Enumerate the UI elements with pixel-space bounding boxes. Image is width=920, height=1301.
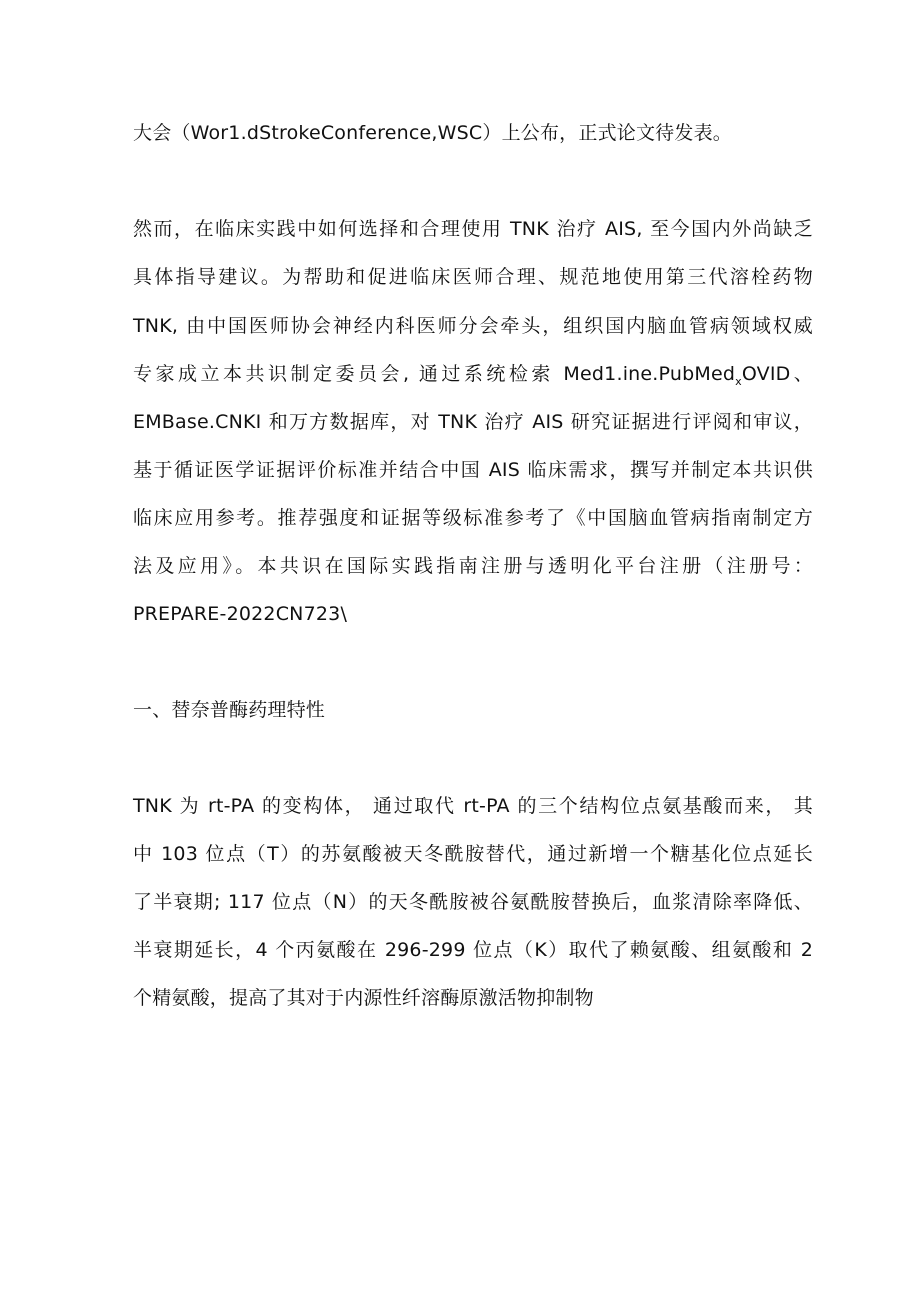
paragraph-line: 然而，在临床实践中如何选择和合理使用 TNK 治疗 AIS, 至今国内外尚缺乏: [133, 218, 813, 240]
paragraph-line: 法及应用》。本共识在国际实践指南注册与透明化平台注册（注册号：: [133, 555, 813, 577]
paragraph-line: TNK, 由中国医师协会神经内科医师分会牵头，组织国内脑血管病领域权威: [133, 315, 813, 337]
paragraph-line: 临床应用参考。推荐强度和证据等级标准参考了《中国脑血管病指南制定方: [133, 507, 813, 529]
paragraph-line: 大会（Wor1.dStrokeConference,WSC）上公布，正式论文待发表。: [133, 122, 732, 144]
paragraph-line: 了半衰期; 117 位点（N）的天冬酰胺被谷氨酰胺替换后，血浆清除率降低、: [133, 891, 813, 913]
paragraph-line-tail: OVID、: [741, 363, 814, 385]
paragraph-line-with-subscript: [133, 361, 813, 395]
paragraph-line: 具体指导建议。为帮助和促进临床医师合理、规范地使用第三代溶栓药物: [133, 266, 813, 288]
section-heading: 一、替奈普酶药理特性: [133, 699, 326, 721]
paragraph-line: TNK 为 rt-PA 的变构体， 通过取代 rt-PA 的三个结构位点氨基酸而来， 其: [133, 795, 813, 817]
paragraph-line: 个精氨酸，提高了其对于内源性纤溶酶原激活物抑制物: [133, 987, 594, 1009]
paragraph-line: PREPARE-2022CN723\: [133, 603, 348, 625]
paragraph-line: 基于循证医学证据评价标准并结合中国 AIS 临床需求，撰写并制定本共识供: [133, 459, 813, 481]
subscript-text: x: [735, 375, 742, 388]
paragraph-line-text: 专家成立本共识制定委员会, 通过系统检索 Med1.ine.PubMed: [133, 363, 736, 385]
paragraph-line: EMBase.CNKI 和万方数据库，对 TNK 治疗 AIS 研究证据进行评阅和审议，: [133, 411, 813, 433]
paragraph-line: 中 103 位点（T）的苏氨酸被天冬酰胺替代，通过新增一个糖基化位点延长: [133, 843, 813, 865]
paragraph-line: 半衰期延长，4 个丙氨酸在 296-299 位点（K）取代了赖氨酸、组氨酸和 2: [133, 939, 813, 961]
